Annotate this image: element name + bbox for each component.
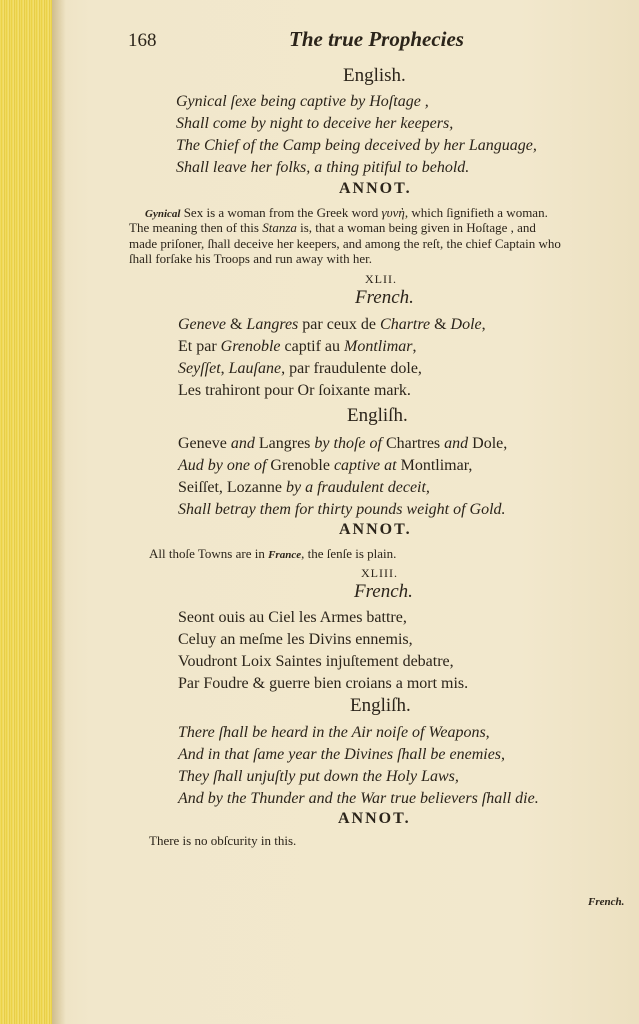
verse-line: Geneve & Langres par ceux de Chartre & Dole, [178, 316, 486, 333]
verse-line: The Chief of the Camp being deceived by her Language, [176, 137, 537, 154]
verse-line: Gynical ſexe being captive by Hoſtage , [176, 93, 429, 110]
verse-line: Geneve and Langres by thoſe of Chartres and Dole, [178, 435, 508, 452]
verse-line: They ſhall unjuſtly put down the Holy Laws, [178, 768, 459, 785]
verse-line: Celuy an meſme les Divins ennemis, [178, 631, 413, 648]
verse-line: Shall leave her folks, a thing pitiful to behold. [176, 159, 470, 176]
verse-line: Shall betray them for thirty pounds weight of Gold. [178, 501, 506, 518]
annotation-line: All thoſe Towns are in France, the ſenſe is plain. [149, 546, 397, 561]
verse-line: And in that ſame year the Divines ſhall be enemies, [178, 746, 506, 763]
verse-line: Et par Grenoble captif au Montlimar, [178, 338, 417, 355]
french-heading: French. [355, 287, 414, 308]
verse-line: Voudront Loix Saintes injuſtement debatre, [178, 653, 454, 670]
annot-heading: ANNOT. [339, 180, 412, 197]
annotation-line: There is no obſcurity in this. [149, 833, 297, 848]
verse-line: Seyſſet, Lauſane, par fraudulente dole, [178, 360, 422, 377]
verse-line: Shall come by night to deceive her keepers, [176, 115, 454, 132]
annotation-line: The meaning then of this Stanza is, that a woman being given in Hoſtage , and [129, 220, 536, 235]
verse-line: Aud by one of Grenoble captive at Montlimar, [178, 457, 473, 474]
verse-line: And by the Thunder and the War true believers ſhall die. [178, 790, 539, 807]
verse-line: Les trahiront pour Or ſoixante mark. [178, 382, 411, 399]
running-title: The true Prophecies [289, 27, 464, 51]
page-number: 168 [128, 30, 157, 51]
stanza-number: XLII. [365, 272, 397, 286]
verse-line: Seont ouis au Ciel les Armes battre, [178, 609, 407, 626]
gutter-shadow [52, 0, 66, 1024]
catchword: French. [588, 896, 625, 908]
stanza-number: XLIII. [361, 566, 398, 580]
verse-line: Par Foudre & guerre bien croians a mort mis. [178, 675, 469, 692]
annotation-line: Gynical Sex is a woman from the Greek word γυνὴ, which ſignifieth a woman. [145, 205, 548, 220]
annot-heading: ANNOT. [339, 521, 412, 538]
gilt-page-edges [0, 0, 52, 1024]
english-heading: Engliſh. [347, 405, 408, 426]
english-heading: English. [343, 65, 406, 86]
french-heading: French. [354, 581, 413, 602]
annotation-line: ſhall forſake his Troops and run away with her. [129, 251, 372, 266]
verse-line: There ſhall be heard in the Air noiſe of Weapons, [178, 724, 490, 741]
english-heading: Engliſh. [350, 695, 411, 716]
annotation-line: made priſoner, ſhall deceive her keepers, and among the reſt, the chief Captain who [129, 236, 561, 251]
verse-line: Seiſſet, Lozanne by a fraudulent deceit, [178, 479, 430, 496]
annot-heading: ANNOT. [338, 810, 411, 827]
